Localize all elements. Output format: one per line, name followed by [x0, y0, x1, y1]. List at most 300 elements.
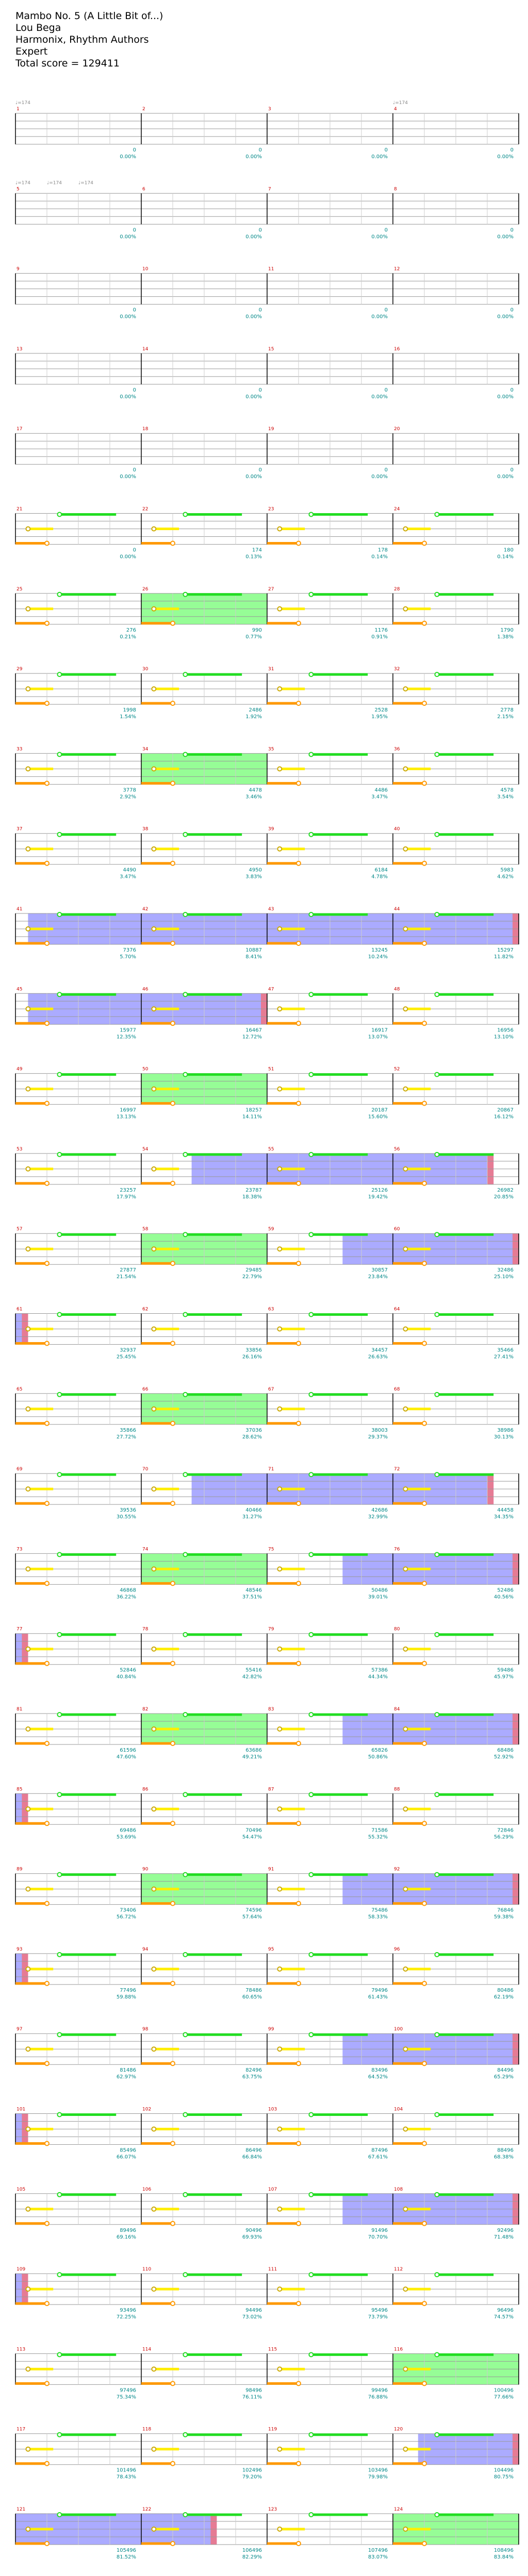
yellow-gem — [152, 1167, 156, 1171]
green-gem — [183, 2513, 187, 2517]
measure-number: 36 — [394, 747, 400, 752]
measure-percent: 11.82% — [493, 954, 514, 960]
measure-percent: 30.55% — [116, 1514, 136, 1520]
green-gem — [57, 1792, 61, 1797]
green-gem — [309, 912, 313, 917]
measure-number: 109 — [16, 2267, 26, 2273]
measure-score: 0 — [384, 227, 388, 233]
orange-gem — [171, 2142, 175, 2146]
orange-gem — [45, 1902, 49, 1906]
measure-number: 93 — [16, 1946, 23, 1952]
measure-score: 0 — [258, 467, 262, 473]
orange-gem — [296, 1342, 301, 1346]
orange-gem — [296, 1662, 301, 1666]
measure-number: 94 — [142, 1946, 148, 1952]
measure-score: 174 — [252, 547, 262, 553]
measure-percent: 49.21% — [242, 1754, 262, 1760]
measure-percent: 0.00% — [371, 154, 388, 160]
green-gem — [309, 2032, 313, 2037]
measure-number: 103 — [268, 2107, 277, 2112]
measure-score: 20187 — [371, 1107, 388, 1113]
green-gem — [57, 1472, 61, 1477]
measure-score: 79496 — [371, 1987, 388, 1993]
measure-number: 63 — [268, 1307, 274, 1312]
yellow-gem — [403, 1567, 407, 1571]
measure-number: 119 — [268, 2427, 277, 2432]
measure-percent: 3.46% — [245, 794, 262, 800]
measure-percent: 79.98% — [368, 2474, 388, 2480]
green-gem — [57, 1633, 61, 1637]
measure-number: 81 — [16, 1707, 23, 1712]
measure-number: 84 — [394, 1707, 400, 1712]
measure-score: 1790 — [500, 627, 514, 633]
yellow-gem — [152, 2527, 156, 2531]
measure-percent: 0.00% — [245, 234, 262, 240]
measure-score: 276 — [126, 627, 136, 633]
orange-gem — [296, 861, 301, 866]
yellow-gem — [152, 687, 156, 691]
green-gem — [435, 2352, 439, 2357]
measure-score: 72846 — [497, 1827, 514, 1834]
measure-score: 52846 — [120, 1667, 136, 1673]
green-gem — [57, 1232, 61, 1236]
measure-score: 94496 — [245, 2308, 262, 2314]
yellow-gem — [26, 767, 30, 771]
measure-percent: 62.97% — [116, 2074, 136, 2080]
measure-score: 29485 — [245, 1267, 262, 1274]
yellow-gem — [26, 1407, 30, 1411]
green-gem — [57, 1313, 61, 1317]
measure-number: 107 — [268, 2187, 277, 2192]
staff-row — [15, 992, 519, 1025]
measure-score: 0 — [510, 387, 514, 393]
green-gem — [57, 1953, 61, 1957]
measure-percent: 1.54% — [120, 714, 136, 720]
measure-number: 115 — [268, 2347, 277, 2352]
measure-number: 24 — [394, 506, 400, 512]
measure-score: 27877 — [120, 1267, 136, 1274]
yellow-gem — [403, 2527, 407, 2531]
orange-gem — [422, 2301, 426, 2306]
yellow-gem — [152, 2287, 156, 2291]
staff-row — [15, 433, 519, 464]
orange-gem — [422, 1662, 426, 1666]
measure-percent: 0.91% — [371, 634, 388, 640]
measure-score: 30857 — [371, 1267, 388, 1274]
staff-row — [15, 1073, 519, 1106]
measure-percent: 61.43% — [368, 1994, 388, 2000]
yellow-gem — [403, 767, 407, 771]
measure-number: 32 — [394, 667, 400, 672]
measure-percent: 12.72% — [242, 1034, 262, 1040]
chart-authors: Harmonix, Rhythm Authors — [15, 34, 149, 45]
staff-row — [15, 1552, 519, 1585]
measure-score: 0 — [258, 227, 262, 233]
measure-percent: 0.00% — [120, 394, 136, 400]
yellow-gem — [277, 1727, 282, 1731]
measure-number: 78 — [142, 1626, 148, 1632]
orange-gem — [45, 2301, 49, 2306]
measure-percent: 56.72% — [116, 1914, 136, 1920]
green-gem — [183, 2433, 187, 2437]
orange-gem — [171, 1501, 175, 1505]
green-gem — [309, 2352, 313, 2357]
measure-number: 108 — [394, 2187, 403, 2192]
yellow-gem — [26, 847, 30, 851]
measure-number: 56 — [394, 1146, 400, 1152]
staff-row — [15, 1792, 519, 1825]
measure-score: 106496 — [242, 2548, 262, 2553]
measure-number: 92 — [394, 1867, 400, 1872]
measure-number: 45 — [16, 987, 23, 992]
orange-gem — [296, 1101, 301, 1106]
measure-percent: 0.21% — [120, 634, 136, 640]
total-score: Total score = 129411 — [15, 58, 120, 69]
measure-score: 7376 — [123, 947, 136, 953]
orange-gem — [422, 1261, 426, 1265]
green-gem — [309, 2193, 313, 2197]
orange-gem — [171, 1261, 175, 1265]
green-gem — [57, 1393, 61, 1397]
yellow-gem — [277, 1167, 282, 1171]
yellow-gem — [403, 2207, 407, 2211]
yellow-gem — [277, 2447, 282, 2451]
measure-score: 82496 — [245, 2067, 262, 2074]
orange-gem — [422, 621, 426, 625]
measure-percent: 0.13% — [245, 554, 262, 560]
green-gem — [57, 1073, 61, 1077]
yellow-gem — [152, 1087, 156, 1091]
measure-percent: 17.97% — [116, 1194, 136, 1200]
yellow-gem — [403, 1407, 407, 1411]
measure-number: 47 — [268, 987, 274, 992]
measure-number: 10 — [142, 266, 148, 272]
yellow-gem — [277, 607, 282, 611]
measure-percent: 68.38% — [493, 2154, 514, 2160]
yellow-gem — [26, 1647, 30, 1651]
measure-number: 27 — [268, 586, 274, 592]
yellow-gem — [277, 767, 282, 771]
measure-percent: 0.00% — [497, 314, 514, 320]
green-gem — [435, 992, 439, 996]
measure-score: 100496 — [493, 2387, 514, 2394]
yellow-gem — [152, 1647, 156, 1651]
yellow-gem — [26, 1967, 30, 1971]
orange-gem — [171, 1741, 175, 1745]
orange-gem — [45, 1101, 49, 1106]
green-gem — [57, 2193, 61, 2197]
orange-gem — [45, 1421, 49, 1426]
measure-number: 4 — [394, 107, 397, 112]
staff-row — [15, 912, 519, 945]
measure-number: 98 — [142, 2027, 148, 2032]
measure-number: 23 — [268, 506, 274, 512]
measure-score: 32486 — [497, 1267, 514, 1274]
orange-gem — [422, 701, 426, 705]
measure-number: 70 — [142, 1467, 148, 1472]
staff-row — [15, 1153, 519, 1185]
measure-score: 2486 — [249, 707, 262, 714]
measure-number: 39 — [268, 826, 274, 832]
yellow-gem — [403, 1327, 407, 1331]
yellow-gem — [277, 2287, 282, 2291]
measure-number: 73 — [16, 1547, 23, 1552]
green-gem — [309, 1073, 313, 1077]
measure-score: 89496 — [120, 2227, 136, 2233]
measure-score: 59486 — [497, 1667, 514, 1673]
measure-number: 14 — [142, 346, 148, 352]
measure-number: 46 — [142, 987, 148, 992]
yellow-gem — [403, 1887, 407, 1891]
measure-percent: 0.00% — [371, 474, 388, 480]
measure-score: 105496 — [116, 2548, 136, 2553]
measure-number: 121 — [16, 2507, 26, 2512]
green-gem — [309, 1552, 313, 1556]
yellow-gem — [26, 1807, 30, 1811]
staff-row — [15, 2433, 519, 2466]
measure-number: 34 — [142, 747, 148, 752]
green-gem — [435, 2032, 439, 2037]
green-gem — [435, 1873, 439, 1877]
measure-score: 20867 — [497, 1107, 514, 1113]
measure-score: 92496 — [497, 2227, 514, 2233]
orange-gem — [45, 1261, 49, 1265]
orange-gem — [171, 2381, 175, 2385]
yellow-gem — [152, 2207, 156, 2211]
orange-gem — [422, 1741, 426, 1745]
measure-number: 71 — [268, 1467, 274, 1472]
green-gem — [183, 592, 187, 597]
measure-number: 31 — [268, 667, 274, 672]
measure-score: 16956 — [497, 1027, 514, 1033]
measure-score: 40466 — [245, 1507, 262, 1514]
orange-gem — [422, 541, 426, 546]
measure-percent: 27.41% — [493, 1354, 514, 1360]
measure-score: 42686 — [371, 1507, 388, 1514]
measure-percent: 0.00% — [245, 314, 262, 320]
measure-percent: 30.13% — [493, 1434, 514, 1440]
measure-number: 105 — [16, 2187, 26, 2192]
measure-score: 23787 — [245, 1187, 262, 1193]
measure-score: 0 — [133, 467, 136, 473]
orange-gem — [422, 861, 426, 866]
green-gem — [435, 1472, 439, 1477]
measure-score: 55416 — [245, 1667, 262, 1673]
measure-number: 89 — [16, 1867, 23, 1872]
orange-gem — [45, 1662, 49, 1666]
measure-number: 97 — [16, 2027, 23, 2032]
measure-percent: 59.38% — [493, 1914, 514, 1920]
green-gem — [435, 1713, 439, 1717]
measure-score: 103496 — [368, 2467, 388, 2473]
measure-score: 90496 — [245, 2227, 262, 2233]
measure-number: 99 — [268, 2027, 274, 2032]
yellow-gem — [403, 1167, 407, 1171]
measure-score: 107496 — [368, 2548, 388, 2553]
measure-percent: 26.63% — [368, 1354, 388, 1360]
yellow-gem — [277, 1327, 282, 1331]
staff-row — [15, 274, 519, 304]
orange-gem — [45, 2061, 49, 2065]
orange-gem — [171, 861, 175, 866]
orange-gem — [45, 1342, 49, 1346]
orange-gem — [171, 1821, 175, 1825]
measure-number: 113 — [16, 2347, 26, 2352]
orange-gem — [296, 1741, 301, 1745]
orange-gem — [171, 1101, 175, 1106]
measure-score: 0 — [133, 387, 136, 393]
measure-percent: 39.01% — [368, 1594, 388, 1600]
measure-number: 88 — [394, 1787, 400, 1792]
measure-score: 102496 — [242, 2467, 262, 2473]
orange-gem — [296, 1902, 301, 1906]
measure-percent: 69.16% — [116, 2234, 136, 2240]
measure-number: 18 — [142, 427, 148, 432]
yellow-gem — [277, 847, 282, 851]
yellow-gem — [26, 2127, 30, 2131]
measure-percent: 19.42% — [368, 1194, 388, 1200]
measure-score: 1998 — [123, 707, 136, 714]
measure-number: 95 — [268, 1946, 274, 1952]
measure-score: 101496 — [116, 2467, 136, 2473]
yellow-gem — [26, 2527, 30, 2531]
green-gem — [435, 1633, 439, 1637]
measure-percent: 8.41% — [245, 954, 262, 960]
green-gem — [183, 833, 187, 837]
measure-number: 117 — [16, 2427, 26, 2432]
measure-score: 4478 — [249, 787, 262, 793]
staff-row — [15, 752, 519, 785]
measure-number: 58 — [142, 1227, 148, 1232]
green-gem — [183, 2032, 187, 2037]
measure-number: 19 — [268, 427, 274, 432]
measure-score: 37036 — [245, 1427, 262, 1433]
yellow-gem — [26, 2207, 30, 2211]
staff-row — [15, 833, 519, 866]
measure-percent: 1.95% — [371, 714, 388, 720]
measure-percent: 22.79% — [242, 1274, 262, 1280]
measure-percent: 45.97% — [493, 1674, 514, 1680]
measure-number: 28 — [394, 586, 400, 592]
measure-percent: 78.43% — [116, 2474, 136, 2480]
yellow-gem — [152, 1407, 156, 1411]
orange-gem — [422, 2541, 426, 2546]
orange-gem — [422, 1581, 426, 1585]
yellow-gem — [277, 1007, 282, 1011]
measure-number: 82 — [142, 1707, 148, 1712]
measure-score: 178 — [377, 547, 388, 553]
tempo-mark: ♩=174 — [47, 180, 62, 186]
orange-gem — [296, 941, 301, 945]
measure-percent: 18.38% — [242, 1194, 262, 1200]
yellow-gem — [26, 1087, 30, 1091]
measure-score: 69486 — [120, 1827, 136, 1834]
green-gem — [183, 2352, 187, 2357]
measure-percent: 0.00% — [371, 314, 388, 320]
measure-percent: 67.61% — [368, 2154, 388, 2160]
green-gem — [435, 1153, 439, 1157]
green-gem — [435, 2433, 439, 2437]
orange-gem — [422, 1021, 426, 1025]
green-gem — [57, 992, 61, 996]
yellow-gem — [26, 687, 30, 691]
green-gem — [183, 1393, 187, 1397]
measure-percent: 34.35% — [493, 1514, 514, 1520]
green-gem — [183, 1472, 187, 1477]
measure-percent: 1.92% — [245, 714, 262, 720]
orange-gem — [45, 2381, 49, 2385]
measure-percent: 10.24% — [368, 954, 388, 960]
measure-score: 0 — [384, 387, 388, 393]
orange-gem — [171, 621, 175, 625]
measure-percent: 32.99% — [368, 1514, 388, 1520]
measure-score: 104496 — [493, 2467, 514, 2473]
measure-percent: 27.72% — [116, 1434, 136, 1440]
measure-score: 74596 — [245, 1907, 262, 1913]
yellow-gem — [277, 1807, 282, 1811]
green-gem — [309, 2113, 313, 2117]
green-gem — [57, 2433, 61, 2437]
yellow-gem — [26, 2447, 30, 2451]
green-gem — [435, 1313, 439, 1317]
measure-score: 91496 — [371, 2227, 388, 2233]
orange-gem — [296, 2061, 301, 2065]
measure-percent: 20.85% — [493, 1194, 514, 1200]
orange-gem — [296, 1821, 301, 1825]
green-gem — [309, 2273, 313, 2277]
measure-number: 51 — [268, 1066, 274, 1072]
measure-score: 63686 — [245, 1748, 262, 1753]
orange-gem — [296, 1181, 301, 1185]
measure-number: 91 — [268, 1867, 274, 1872]
measure-number: 40 — [394, 826, 400, 832]
orange-gem — [296, 2462, 301, 2466]
orange-gem — [45, 1581, 49, 1585]
orange-gem — [45, 1021, 49, 1025]
measure-score: 68486 — [497, 1748, 514, 1753]
measure-number: 74 — [142, 1547, 148, 1552]
measure-score: 0 — [133, 547, 136, 553]
yellow-gem — [277, 1247, 282, 1251]
staff-row — [15, 1393, 519, 1426]
measure-percent: 0.00% — [120, 554, 136, 560]
green-gem — [57, 2032, 61, 2037]
measure-score: 44458 — [497, 1507, 514, 1514]
measure-score: 75486 — [371, 1907, 388, 1913]
measure-score: 15977 — [120, 1027, 136, 1033]
measure-score: 16997 — [120, 1107, 136, 1113]
green-gem — [435, 1393, 439, 1397]
measure-percent: 58.33% — [368, 1914, 388, 1920]
measure-number: 116 — [394, 2347, 403, 2352]
measure-percent: 0.00% — [245, 154, 262, 160]
measure-score: 98496 — [245, 2387, 262, 2394]
measure-number: 59 — [268, 1227, 274, 1232]
measure-score: 23257 — [120, 1187, 136, 1193]
measure-score: 0 — [510, 467, 514, 473]
green-gem — [57, 2113, 61, 2117]
measure-score: 4490 — [123, 867, 136, 873]
measure-score: 85496 — [120, 2147, 136, 2154]
yellow-gem — [152, 1807, 156, 1811]
measure-score: 38986 — [497, 1427, 514, 1433]
measure-percent: 81.52% — [116, 2554, 136, 2560]
measure-number: 61 — [16, 1307, 23, 1312]
measure-percent: 73.02% — [242, 2314, 262, 2320]
staff-row — [15, 1633, 519, 1666]
measure-score: 4950 — [249, 867, 262, 873]
measure-score: 26982 — [497, 1187, 514, 1193]
